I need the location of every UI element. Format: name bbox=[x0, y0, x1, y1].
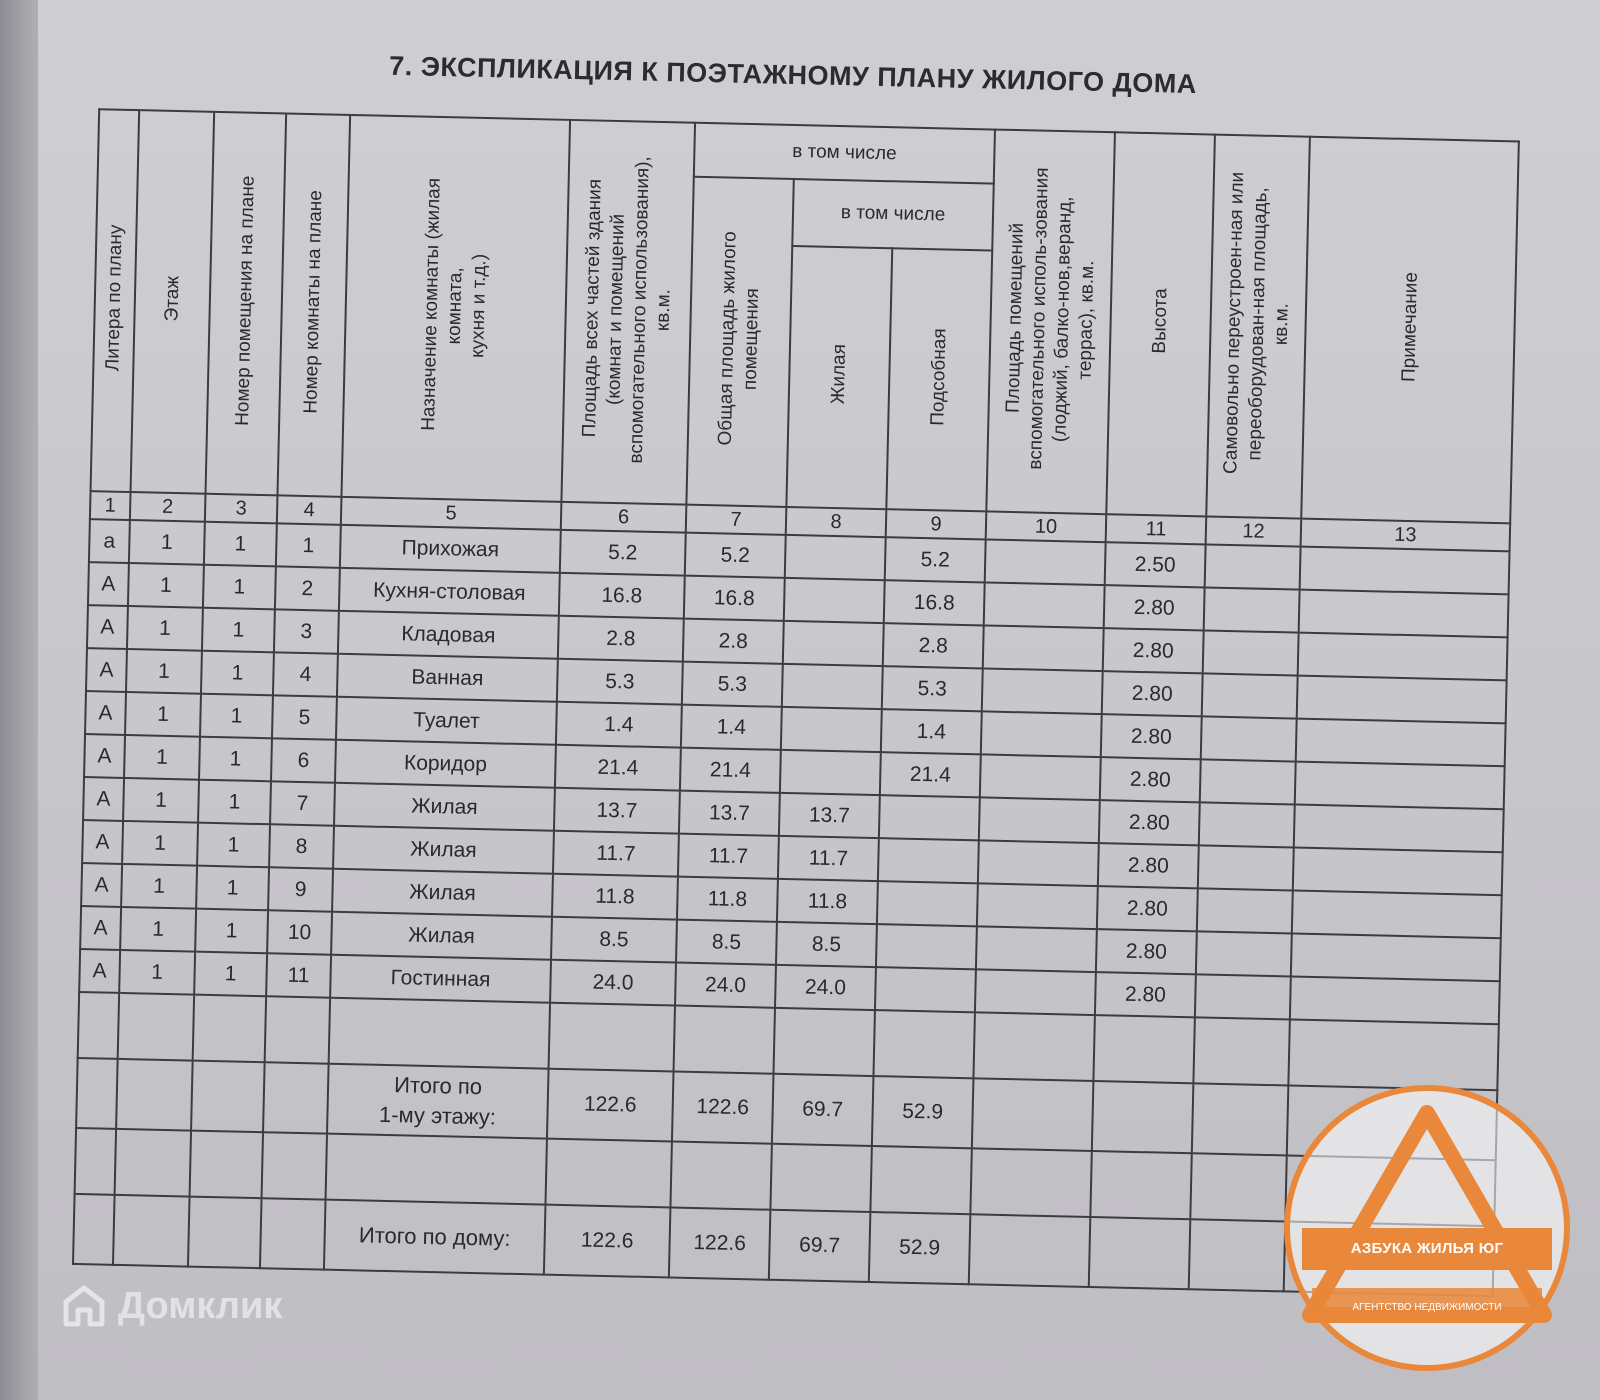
cell-obsch: 5.3 bbox=[682, 662, 783, 707]
header-v-tom-chisle: в том числе bbox=[694, 123, 995, 184]
empty-cell bbox=[1193, 1017, 1289, 1085]
header-ploschad-vseh: Площадь всех частей здания (комнат и помещений вспомогательного использования), кв.м. bbox=[561, 120, 695, 505]
column-number: 11 bbox=[1106, 514, 1207, 544]
cell-pods: 1.4 bbox=[881, 709, 982, 754]
cell-pom: 1 bbox=[200, 694, 273, 739]
cell-zhil bbox=[781, 707, 882, 752]
cell-samov bbox=[1205, 544, 1301, 589]
cell-zhil: 11.8 bbox=[777, 879, 878, 924]
cell-pom: 1 bbox=[201, 651, 274, 696]
cell-etazh: 1 bbox=[129, 520, 205, 565]
cell-komn: 6 bbox=[271, 738, 336, 782]
cell-name: Туалет bbox=[336, 697, 557, 745]
cell-komn: 5 bbox=[272, 695, 337, 739]
cell-etazh: 1 bbox=[120, 907, 196, 952]
column-number: 3 bbox=[205, 494, 278, 524]
cell-litera: А bbox=[79, 949, 120, 993]
empty-cell bbox=[674, 1006, 775, 1074]
cell-litera: А bbox=[86, 648, 127, 692]
cell-pods bbox=[876, 924, 977, 969]
cell-vsp bbox=[979, 797, 1100, 843]
cell-prim bbox=[1296, 719, 1506, 767]
header-primechanie: Примечание bbox=[1301, 137, 1519, 524]
header-litera: Литера по плану bbox=[91, 109, 140, 492]
column-number: 7 bbox=[686, 505, 787, 535]
cell-vse: 11.8 bbox=[552, 874, 678, 920]
cell-komn: 11 bbox=[266, 953, 331, 997]
cell-pom: 1 bbox=[197, 823, 270, 868]
cell-komn: 7 bbox=[270, 781, 335, 825]
cell-name: Жилая bbox=[332, 869, 553, 917]
cell-vys: 2.80 bbox=[1095, 972, 1196, 1017]
document-title: 7. ЭКСПЛИКАЦИЯ К ПОЭТАЖНОМУ ПЛАНУ ЖИЛОГО ДОМА bbox=[388, 50, 1198, 100]
header-zhilaya: Жилая bbox=[786, 246, 892, 510]
cell-pom: 1 bbox=[203, 565, 276, 610]
cell-vys: 2.80 bbox=[1099, 800, 1200, 845]
floor-total-zhil: 69.7 bbox=[772, 1074, 874, 1146]
header-nomer-pomescheniya: Номер помещения на плане bbox=[206, 112, 287, 496]
cell-vsp bbox=[978, 840, 1099, 886]
cell-samov bbox=[1203, 630, 1299, 675]
header-etazh: Этаж bbox=[131, 110, 215, 494]
floor-total-label: Итого по 1-му этажу: bbox=[327, 1064, 549, 1139]
cell-etazh: 1 bbox=[122, 821, 198, 866]
cell-samov bbox=[1196, 931, 1292, 976]
cell-vys: 2.80 bbox=[1104, 585, 1205, 630]
cell-prim bbox=[1300, 547, 1510, 595]
cell-samov bbox=[1197, 888, 1293, 933]
cell-komn: 10 bbox=[267, 910, 332, 954]
header-vysota: Высота bbox=[1106, 132, 1215, 516]
agency-subtitle: АГЕНТСТВО НЕДВИЖИМОСТИ bbox=[1352, 1302, 1502, 1313]
cell-prim bbox=[1293, 848, 1503, 896]
empty-cell bbox=[1190, 1153, 1286, 1221]
column-number: 4 bbox=[277, 495, 342, 524]
cell-obsch: 1.4 bbox=[681, 705, 782, 750]
column-number: 6 bbox=[561, 502, 687, 533]
cell-pom: 1 bbox=[204, 522, 277, 567]
empty-cell bbox=[973, 1012, 1094, 1081]
cell-samov bbox=[1202, 673, 1298, 718]
cell-name: Жилая bbox=[334, 783, 555, 831]
cell-vse: 13.7 bbox=[554, 788, 680, 834]
cell-samov bbox=[1199, 802, 1295, 847]
column-number: 5 bbox=[341, 497, 562, 530]
cell-vys: 2.50 bbox=[1105, 542, 1206, 587]
cell-samov bbox=[1198, 845, 1294, 890]
empty-cell bbox=[260, 1198, 326, 1269]
cell-name: Кухня-столовая bbox=[339, 568, 560, 616]
cell-etazh: 1 bbox=[128, 563, 204, 608]
cell-pom: 1 bbox=[199, 737, 272, 782]
cell-vsp bbox=[983, 625, 1104, 671]
cell-vys: 2.80 bbox=[1102, 671, 1203, 716]
cell-prim bbox=[1297, 676, 1507, 724]
cell-prim bbox=[1290, 976, 1500, 1024]
empty-cell bbox=[1090, 1151, 1191, 1219]
cell-etazh: 1 bbox=[125, 692, 201, 737]
column-number: 12 bbox=[1206, 516, 1302, 546]
cell-litera: А bbox=[80, 906, 121, 950]
cell-komn: 9 bbox=[268, 867, 333, 911]
table-header bbox=[90, 109, 1519, 551]
cell-obsch: 11.8 bbox=[677, 877, 778, 922]
cell-obsch: 16.8 bbox=[684, 576, 785, 621]
cell-vse: 21.4 bbox=[555, 745, 681, 791]
cell-pods bbox=[877, 881, 978, 926]
header-naznachenie: Назначение комнаты (жилая комната, кухня и т.д.) bbox=[341, 115, 570, 502]
house-icon bbox=[60, 1282, 108, 1330]
empty-cell bbox=[972, 1078, 1094, 1151]
cell-vse: 24.0 bbox=[550, 960, 676, 1006]
empty-cell bbox=[75, 1128, 116, 1195]
cell-litera: а bbox=[89, 519, 130, 563]
empty-cell bbox=[1288, 1019, 1498, 1090]
header-nomer-komnaty: Номер комнаты на плане bbox=[277, 113, 350, 496]
cell-litera: А bbox=[84, 734, 125, 778]
header-vspomogatelnye: Площадь помещений вспомогательного исполь-зования (лоджий, балко-нов,веранд, террас), кв.м. bbox=[986, 130, 1115, 515]
house-total-pods: 52.9 bbox=[869, 1212, 971, 1284]
empty-cell bbox=[188, 1197, 262, 1269]
cell-pods bbox=[878, 838, 979, 883]
cell-zhil bbox=[780, 750, 881, 795]
empty-cell bbox=[1189, 1219, 1286, 1291]
cell-etazh: 1 bbox=[127, 606, 203, 651]
empty-cell bbox=[1089, 1217, 1191, 1289]
cell-etazh: 1 bbox=[124, 735, 200, 780]
empty-cell bbox=[116, 1059, 193, 1131]
column-number: 2 bbox=[130, 492, 206, 522]
cell-obsch: 13.7 bbox=[679, 791, 780, 836]
cell-komn: 4 bbox=[273, 652, 338, 696]
cell-vse: 5.2 bbox=[560, 530, 686, 576]
cell-name: Ванная bbox=[337, 654, 558, 702]
cell-vse: 16.8 bbox=[559, 573, 685, 619]
cell-litera: А bbox=[85, 691, 126, 735]
cell-zhil: 13.7 bbox=[779, 793, 880, 838]
empty-cell bbox=[1092, 1081, 1194, 1153]
cell-litera: А bbox=[83, 777, 124, 821]
cell-zhil bbox=[785, 535, 886, 580]
empty-cell bbox=[549, 1003, 675, 1072]
cell-prim bbox=[1298, 633, 1508, 681]
cell-vse: 8.5 bbox=[551, 917, 677, 963]
cell-vse: 2.8 bbox=[558, 616, 684, 662]
house-total-label: Итого по дому: bbox=[324, 1200, 546, 1275]
cell-obsch: 8.5 bbox=[676, 920, 777, 965]
header-obschaya: Общая площадь жилого помещения bbox=[686, 177, 793, 507]
cell-prim bbox=[1299, 590, 1509, 638]
cell-obsch: 2.8 bbox=[683, 619, 784, 664]
cell-vsp bbox=[982, 668, 1103, 714]
cell-pom: 1 bbox=[195, 909, 268, 954]
empty-cell bbox=[873, 1010, 975, 1078]
house-total-zhil: 69.7 bbox=[769, 1210, 871, 1282]
house-total-vse: 122.6 bbox=[544, 1205, 671, 1278]
empty-cell bbox=[193, 995, 266, 1063]
cell-zhil bbox=[783, 621, 884, 666]
empty-cell bbox=[73, 1194, 115, 1265]
column-number: 13 bbox=[1301, 519, 1511, 552]
cell-zhil bbox=[782, 664, 883, 709]
cell-vsp bbox=[984, 582, 1105, 628]
empty-cell bbox=[265, 996, 330, 1063]
cell-obsch: 21.4 bbox=[680, 748, 781, 793]
empty-cell bbox=[545, 1139, 671, 1208]
cell-vsp bbox=[980, 754, 1101, 800]
cell-prim bbox=[1295, 762, 1505, 810]
cell-name: Гостинная bbox=[330, 955, 551, 1003]
cell-pom: 1 bbox=[194, 952, 267, 997]
cell-litera: А bbox=[81, 863, 122, 907]
cell-pom: 1 bbox=[198, 780, 271, 825]
empty-cell bbox=[118, 993, 194, 1061]
cell-samov bbox=[1200, 759, 1296, 804]
cell-litera: А bbox=[82, 820, 123, 864]
cell-vsp bbox=[975, 969, 1096, 1015]
cell-etazh: 1 bbox=[123, 778, 199, 823]
cell-etazh: 1 bbox=[119, 950, 195, 995]
column-number: 9 bbox=[886, 509, 987, 539]
empty-cell bbox=[263, 1062, 329, 1133]
empty-cell bbox=[870, 1146, 972, 1214]
domclick-watermark bbox=[60, 1282, 282, 1330]
cell-vys: 2.80 bbox=[1101, 714, 1202, 759]
empty-cell bbox=[190, 1131, 263, 1199]
cell-vys: 2.80 bbox=[1097, 886, 1198, 931]
floor-total-vse: 122.6 bbox=[547, 1069, 674, 1142]
empty-cell bbox=[770, 1144, 871, 1212]
empty-cell bbox=[329, 998, 550, 1069]
column-number: 10 bbox=[986, 511, 1107, 542]
empty-cell bbox=[78, 992, 119, 1059]
empty-cell bbox=[773, 1008, 874, 1076]
cell-komn: 3 bbox=[274, 609, 339, 653]
empty-cell bbox=[969, 1214, 1091, 1287]
cell-litera: А bbox=[88, 562, 129, 606]
cell-etazh: 1 bbox=[121, 864, 197, 909]
cell-pom: 1 bbox=[202, 608, 275, 653]
cell-samov bbox=[1195, 974, 1291, 1019]
cell-zhil: 24.0 bbox=[775, 965, 876, 1010]
house-total-obsch: 122.6 bbox=[669, 1207, 771, 1279]
cell-obsch: 24.0 bbox=[675, 963, 776, 1008]
column-number: 8 bbox=[786, 507, 887, 537]
cell-litera: А bbox=[87, 605, 128, 649]
cell-etazh: 1 bbox=[126, 649, 202, 694]
empty-cell bbox=[113, 1195, 190, 1267]
cell-name: Коридор bbox=[335, 740, 556, 788]
cell-vys: 2.80 bbox=[1100, 757, 1201, 802]
header-podsobnaya: Подсобная bbox=[886, 248, 992, 512]
empty-cell bbox=[262, 1132, 327, 1199]
empty-cell bbox=[326, 1134, 547, 1205]
empty-cell bbox=[1093, 1015, 1194, 1083]
cell-obsch: 11.7 bbox=[678, 834, 779, 879]
cell-samov bbox=[1201, 716, 1297, 761]
empty-cell bbox=[76, 1058, 118, 1129]
cell-vsp bbox=[981, 711, 1102, 757]
cell-pods: 21.4 bbox=[880, 752, 981, 797]
cell-pods: 16.8 bbox=[884, 580, 985, 625]
cell-komn: 1 bbox=[276, 523, 341, 567]
empty-cell bbox=[1192, 1083, 1289, 1155]
empty-cell bbox=[670, 1141, 771, 1209]
floor-total-pods: 52.9 bbox=[872, 1076, 974, 1148]
column-number: 1 bbox=[90, 491, 131, 520]
cell-name: Кладовая bbox=[338, 611, 559, 659]
header-v-tom-chisle-2: в том числе bbox=[792, 179, 993, 250]
empty-cell bbox=[970, 1148, 1091, 1217]
cell-zhil: 11.7 bbox=[778, 836, 879, 881]
cell-pods bbox=[875, 967, 976, 1012]
domclick-text: Домклик bbox=[118, 1284, 283, 1327]
cell-vse: 11.7 bbox=[553, 831, 679, 877]
cell-prim bbox=[1292, 891, 1502, 939]
cell-komn: 8 bbox=[269, 824, 334, 868]
cell-pods: 5.2 bbox=[885, 537, 986, 582]
cell-prim bbox=[1291, 933, 1501, 981]
cell-vsp bbox=[976, 926, 1097, 972]
cell-vys: 2.80 bbox=[1103, 628, 1204, 673]
cell-name: Прихожая bbox=[340, 525, 561, 573]
cell-zhil bbox=[784, 578, 885, 623]
cell-komn: 2 bbox=[275, 566, 340, 610]
cell-name: Жилая bbox=[333, 826, 554, 874]
cell-samov bbox=[1204, 587, 1300, 632]
cell-prim bbox=[1294, 805, 1504, 853]
cell-pods bbox=[879, 795, 980, 840]
empty-cell bbox=[191, 1061, 265, 1133]
cell-name: Жилая bbox=[331, 912, 552, 960]
floor-total-obsch: 122.6 bbox=[672, 1072, 774, 1144]
header-samovolno: Самовольно переустроен-ная или переоборудован-ная площадь, кв.м. bbox=[1206, 135, 1310, 519]
cell-pods: 5.3 bbox=[882, 666, 983, 711]
cell-vse: 1.4 bbox=[556, 702, 682, 748]
empty-cell bbox=[115, 1129, 191, 1197]
agency-name: АЗБУКА ЖИЛЬЯ ЮГ bbox=[1350, 1240, 1504, 1257]
cell-pods: 2.8 bbox=[883, 623, 984, 668]
cell-vys: 2.80 bbox=[1096, 929, 1197, 974]
cell-vsp bbox=[977, 883, 1098, 929]
cell-vys: 2.80 bbox=[1098, 843, 1199, 888]
cell-obsch: 5.2 bbox=[685, 533, 786, 578]
cell-vse: 5.3 bbox=[557, 659, 683, 705]
cell-zhil: 8.5 bbox=[776, 922, 877, 967]
cell-pom: 1 bbox=[196, 866, 269, 911]
agency-logo bbox=[1282, 1083, 1572, 1373]
cell-vsp bbox=[985, 539, 1106, 585]
